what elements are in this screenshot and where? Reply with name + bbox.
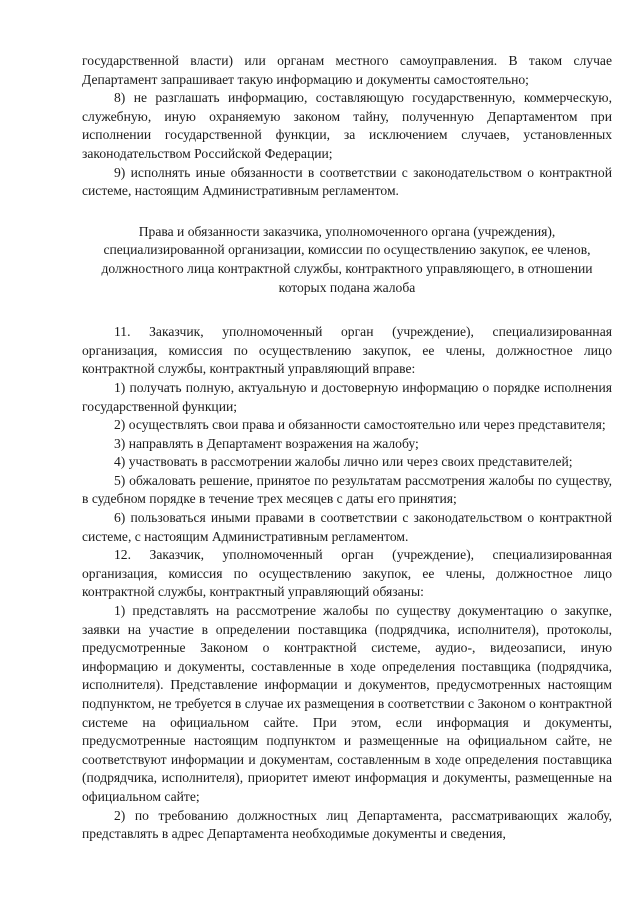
paragraph-clause-12-item-1: 1) представлять на рассмотрение жалобы по существу документацию о закупке, заявки на участие в определении поставщика (подрядчика, исполнителя), протоколы, предусмотренные Законом о контрактной системе, аудио-, видеозаписи, иную информацию и документы, составленные в ходе определения поставщика (подрядчика, исполнителя). Представление информации и документов, предусмотренных настоящим подпунктом, не требуется в случае их размещения в соответствии с Законом о контрактной системе на официальном сайте. При этом, если информация и документы, предусмотренные настоящим подпунктом и размещенные на официальном сайте, не соответствуют информации и документам, составленным в ходе определения поставщика (подрядчика, исполнителя), приоритет имеют информация и документы, размещенные на официальном сайте;: [82, 603, 612, 804]
paragraph-continuation: государственной власти) или органам местного самоуправления. В таком случае Департамент запрашивает такую информацию и документы самостоятельно;: [82, 53, 612, 87]
document-page: [82, 52, 612, 844]
section-heading: Права и обязанности заказчика, уполномоченного органа (учреждения), специализированной организации, комиссии по осуществлению закупок, ее членов, должностного лица контрактной службы, контрактного управляющего, в отношении которых подана жалоба: [101, 223, 593, 295]
paragraph-clause-11-item-5: 5) обжаловать решение, принятое по результатам рассмотрения жалобы по существу, в судебном порядке в течение трех месяцев с даты его принятия;: [82, 472, 612, 507]
paragraph-item-9: 9) исполнять иные обязанности в соответствии с законодательством о контрактной системе, настоящим Административным регламентом.: [82, 164, 612, 199]
paragraph-clause-12-item-2: 2) по требованию должностных лиц Департамента, рассматривающих жалобу, представлять в адрес Департамента необходимые документы и сведения,: [82, 807, 612, 842]
paragraph-item-8: 8) не разглашать информацию, составляющую государственную, коммерческую, служебную, иную охраняемую законом тайну, полученную Департаментом при исполнении государственной функции, за исключением случаев, установленных законодательством Российской Федерации;: [82, 90, 612, 161]
paragraph-clause-11-item-3: 3) направлять в Департамент возражения на жалобу;: [114, 435, 419, 451]
paragraph-clause-11-item-6: 6) пользоваться иными правами в соответствии с законодательством о контрактной системе, с настоящим Административным регламентом.: [82, 510, 612, 544]
paragraph-clause-12: 12. Заказчик, уполномоченный орган (учреждение), специализированная организация, комиссия по осуществлению закупок, ее члены, должностное лицо контрактной службы, контрактный управляющий обязаны:: [82, 547, 612, 600]
paragraph-clause-11-item-1: 1) получать полную, актуальную и достоверную информацию о порядке исполнения государственной функции;: [82, 379, 612, 414]
paragraph-clause-11-item-2: 2) осуществлять свои права и обязанности самостоятельно или через представителя;: [114, 417, 606, 433]
paragraph-clause-11-item-4: 4) участвовать в рассмотрении жалобы лично или через своих представителей;: [114, 454, 573, 470]
paragraph-clause-11: 11. Заказчик, уполномоченный орган (учреждение), специализированная организация, комиссия по осуществлению закупок, ее члены, должностное лицо контрактной службы, контрактный управляющий вправе:: [82, 324, 612, 377]
